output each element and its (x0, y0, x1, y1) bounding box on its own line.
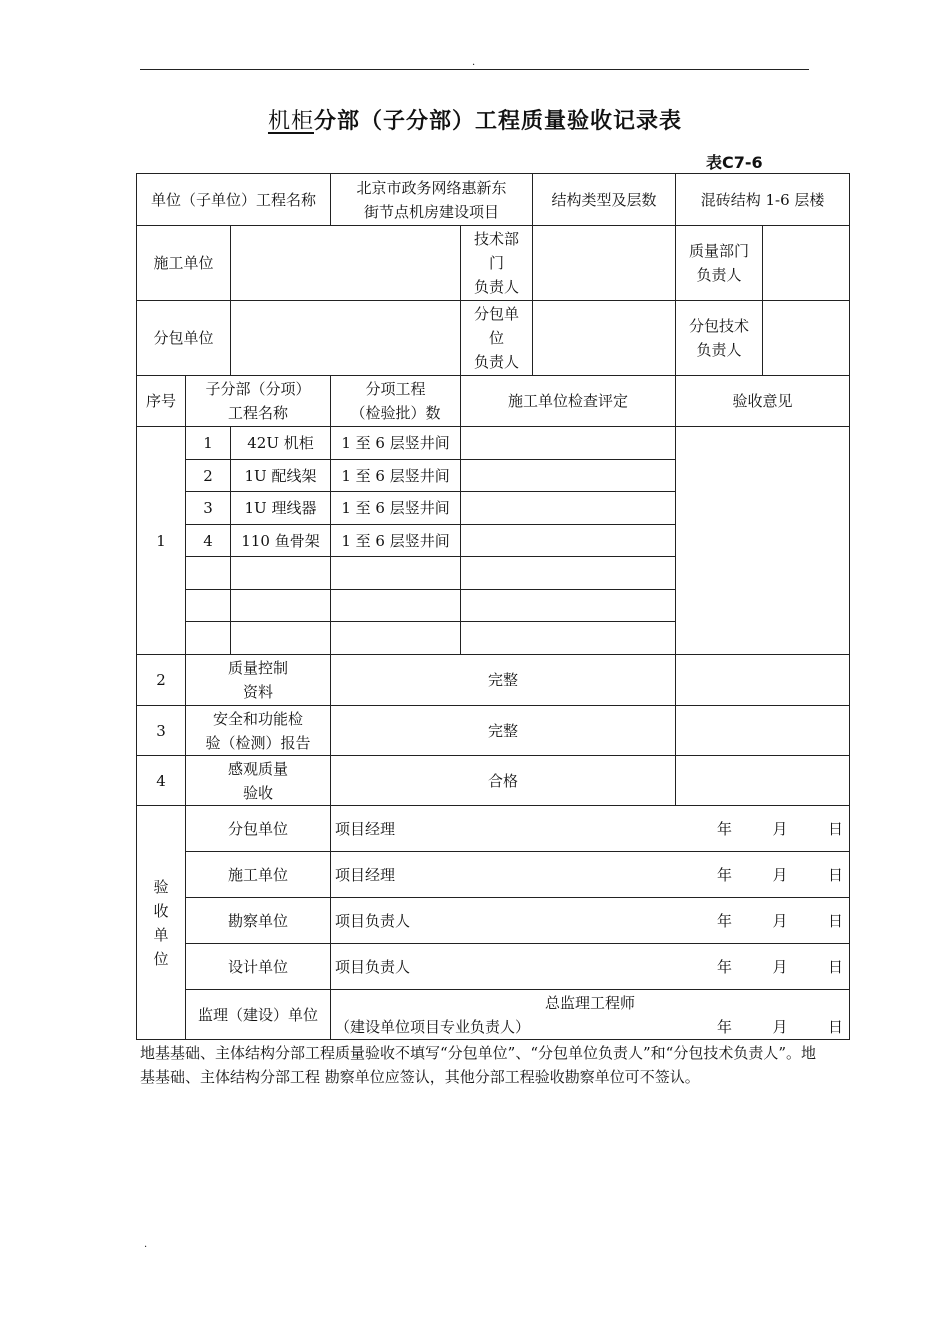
acceptance-signature (331, 898, 850, 944)
year-label: 年 (717, 865, 733, 884)
signer-title: 总监理工程师 (545, 993, 636, 1012)
month-label: 月 (772, 911, 788, 930)
col-batch (331, 376, 461, 427)
acceptance-unit: 施工单位 (186, 852, 331, 898)
month-label: 月 (772, 1017, 788, 1036)
structure-label: 结构类型及层数 (533, 174, 676, 226)
sub-tech-label (676, 301, 763, 376)
acceptance-label-char: 单 (153, 925, 169, 944)
row-name: 42U 机柜 (231, 427, 331, 460)
summary-row (137, 756, 850, 806)
section1-seq: 1 (137, 427, 186, 655)
summary-opinion (676, 706, 850, 756)
row-eval (461, 525, 676, 557)
row-no (186, 557, 231, 590)
table-code: 表C7-6 (706, 153, 763, 172)
col-eval: 施工单位检查评定 (461, 376, 676, 427)
row-name (231, 622, 331, 655)
tech-head-label-line1: 技术部 (474, 230, 520, 248)
acceptance-row (137, 898, 850, 944)
signer-title: 项目经理 (335, 865, 396, 884)
acceptance-label (137, 806, 186, 1040)
day-label: 日 (828, 957, 844, 976)
column-header-row (137, 376, 850, 427)
summary-name-line2: 验收 (243, 783, 274, 802)
quality-head-label (676, 226, 763, 301)
section1-opinion (676, 427, 850, 655)
year-label: 年 (717, 819, 733, 838)
month-label: 月 (772, 865, 788, 884)
day-label: 日 (828, 1017, 844, 1036)
summary-seq: 4 (137, 756, 186, 806)
row-eval (461, 460, 676, 492)
acceptance-unit: 分包单位 (186, 806, 331, 852)
summary-name (186, 655, 331, 706)
summary-name-line2: 验（检测）报告 (205, 733, 311, 752)
month-label: 月 (772, 957, 788, 976)
row-no (186, 590, 231, 622)
sub-tech-label-line1: 分包技术 (689, 317, 750, 335)
acceptance-record-table (136, 173, 850, 1040)
structure-value: 混砖结构 1-6 层楼 (676, 174, 850, 226)
tech-head-label (461, 226, 533, 301)
sub-label: 分包单位 (137, 301, 231, 376)
col-opinion: 验收意见 (676, 376, 850, 427)
acceptance-unit: 设计单位 (186, 944, 331, 990)
acceptance-unit: 勘察单位 (186, 898, 331, 944)
footer-dot: . (144, 1239, 148, 1250)
title-prefix: 机柜 (267, 109, 314, 134)
row-name: 1U 配线架 (231, 460, 331, 492)
acceptance-row (137, 990, 850, 1040)
col-name (186, 376, 331, 427)
acceptance-signature (331, 852, 850, 898)
acceptance-signature (331, 806, 850, 852)
row-name (231, 590, 331, 622)
day-label: 日 (828, 911, 844, 930)
row-batch: 1 至 6 层竖井间 (331, 427, 461, 460)
table-row (137, 427, 850, 460)
construction-label: 施工单位 (137, 226, 231, 301)
sub-head-label-line2: 位 (489, 329, 505, 347)
tech-head-value (533, 226, 676, 301)
signer-title: 项目经理 (335, 819, 396, 838)
summary-name-line1: 感观质量 (228, 759, 289, 778)
row-batch: 1 至 6 层竖井间 (331, 460, 461, 492)
col-seq: 序号 (137, 376, 186, 427)
summary-name-line1: 安全和功能检 (213, 709, 304, 728)
summary-name (186, 756, 331, 806)
summary-seq: 2 (137, 655, 186, 706)
summary-opinion (676, 756, 850, 806)
day-label: 日 (828, 865, 844, 884)
col-batch-line2: （检验批）数 (350, 404, 441, 422)
header-dot: . (472, 57, 476, 68)
summary-name-line1: 质量控制 (228, 659, 289, 677)
summary-row (137, 655, 850, 706)
sub-head-label-line1: 分包单 (474, 305, 520, 323)
signer-subtitle: （建设单位项目专业负责人） (335, 1017, 531, 1036)
sub-head-value (533, 301, 676, 376)
sub-value (231, 301, 461, 376)
row-batch (331, 590, 461, 622)
sub-tech-value (763, 301, 850, 376)
summary-eval: 完整 (331, 655, 676, 706)
info-row-subcontract (137, 301, 850, 376)
acceptance-row (137, 806, 850, 852)
acceptance-label-char: 位 (153, 949, 169, 968)
construction-value (231, 226, 461, 301)
acceptance-row (137, 944, 850, 990)
row-eval (461, 427, 676, 460)
signer-title: 项目负责人 (335, 911, 411, 930)
col-name-line1: 子分部（分项） (205, 380, 311, 398)
row-no: 1 (186, 427, 231, 460)
day-label: 日 (828, 819, 844, 838)
footnote: 地基基础、主体结构分部工程质量验收不填写“分包单位”、“分包单位负责人”和“分包技术负责人”。地基基础、主体结构分部工程 勘察单位应签认，其他分部工程验收勘察单位可不签认。 (140, 1044, 817, 1086)
acceptance-label-char: 收 (153, 901, 169, 920)
info-row-project (137, 174, 850, 226)
row-eval (461, 590, 676, 622)
quality-head-value (763, 226, 850, 301)
tech-head-label-line3: 负责人 (474, 278, 520, 296)
project-value-line1: 北京市政务网络惠新东 (356, 178, 507, 197)
row-name: 110 鱼骨架 (231, 525, 331, 557)
summary-row (137, 706, 850, 756)
col-batch-line1: 分项工程 (365, 380, 426, 398)
row-no: 4 (186, 525, 231, 557)
year-label: 年 (717, 911, 733, 930)
tech-head-label-line2: 门 (489, 254, 505, 272)
col-name-line2: 工程名称 (228, 404, 289, 422)
row-name: 1U 理线器 (231, 492, 331, 525)
row-eval (461, 492, 676, 525)
row-no: 3 (186, 492, 231, 525)
signer-title: 项目负责人 (335, 957, 411, 976)
quality-head-label-line1: 质量部门 (689, 242, 750, 260)
row-eval (461, 622, 676, 655)
year-label: 年 (717, 957, 733, 976)
sub-head-label (461, 301, 533, 376)
summary-seq: 3 (137, 706, 186, 756)
row-batch: 1 至 6 层竖井间 (331, 525, 461, 557)
row-batch: 1 至 6 层竖井间 (331, 492, 461, 525)
project-value-line2: 街节点机房建设项目 (364, 202, 500, 221)
row-name (231, 557, 331, 590)
summary-name (186, 706, 331, 756)
month-label: 月 (772, 819, 788, 838)
header-rule (140, 69, 809, 70)
summary-opinion (676, 655, 850, 706)
summary-eval: 完整 (331, 706, 676, 756)
sub-head-label-line3: 负责人 (474, 353, 520, 371)
row-batch (331, 622, 461, 655)
info-row-construction (137, 226, 850, 301)
row-eval (461, 557, 676, 590)
row-no: 2 (186, 460, 231, 492)
title-main: 分部（子分部）工程质量验收记录表 (314, 109, 683, 134)
acceptance-signature (331, 944, 850, 990)
project-value (331, 174, 533, 226)
summary-name-line2: 资料 (243, 683, 274, 701)
acceptance-unit: 监理（建设）单位 (186, 990, 331, 1040)
quality-head-label-line2: 负责人 (696, 266, 742, 284)
acceptance-label-char: 验 (153, 877, 169, 896)
row-batch (331, 557, 461, 590)
acceptance-row (137, 852, 850, 898)
row-no (186, 622, 231, 655)
sub-tech-label-line2: 负责人 (696, 341, 742, 359)
acceptance-signature (331, 990, 850, 1040)
summary-eval: 合格 (331, 756, 676, 806)
year-label: 年 (717, 1017, 733, 1036)
project-label: 单位（子单位）工程名称 (137, 174, 331, 226)
page-title (0, 104, 950, 135)
